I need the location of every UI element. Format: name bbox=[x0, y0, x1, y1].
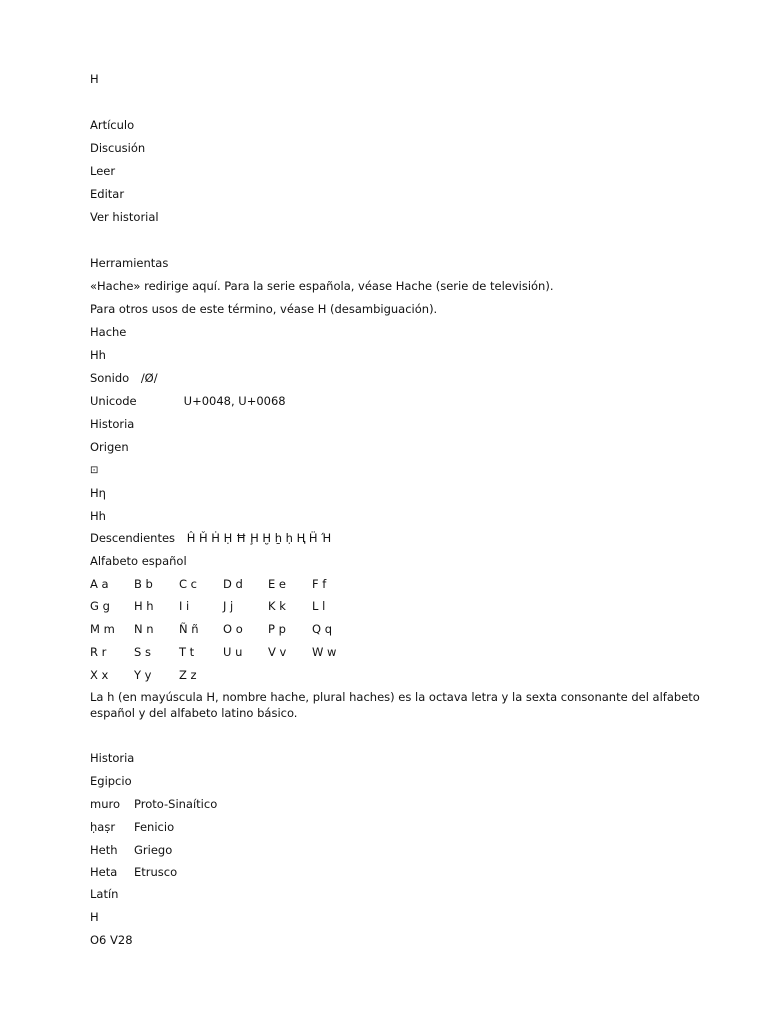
history-egyptian: Egipcio bbox=[90, 774, 132, 788]
descendants-value: Ĥ Ȟ Ḣ Ḥ Ħ Ḩ Ḫ ẖ ḥ Ⱨ Ḧ Ή bbox=[186, 531, 332, 545]
history-cell[interactable]: Griego bbox=[134, 843, 173, 857]
intro-paragraph: La h (en mayúscula H, nombre hache, plural haches) es la octava letra y la sexta consonante del alfabeto español y del alfabeto latino básico. bbox=[90, 690, 700, 720]
page-title: H bbox=[90, 72, 99, 86]
alphabet-cell[interactable]: H h bbox=[134, 599, 154, 613]
alphabet-cell[interactable]: Y y bbox=[134, 668, 152, 682]
history-latin[interactable]: Latín bbox=[90, 887, 119, 901]
alphabet-cell[interactable]: D d bbox=[223, 577, 243, 591]
nav-history[interactable]: Ver historial bbox=[90, 210, 159, 224]
history-cell[interactable]: Etrusco bbox=[134, 865, 178, 879]
infobox-unicode bbox=[90, 394, 286, 409]
alphabet-label: Alfabeto español bbox=[90, 554, 187, 568]
alphabet-cell[interactable]: Q q bbox=[312, 622, 333, 636]
origin-glyph-2: Hh bbox=[90, 509, 106, 523]
alphabet-cell[interactable]: V v bbox=[268, 645, 287, 659]
alphabet-cell[interactable]: T t bbox=[179, 645, 195, 659]
redirect-note: «Hache» redirige aquí. Para la serie española, véase Hache (serie de televisión). bbox=[90, 279, 554, 293]
alphabet-cell[interactable]: E e bbox=[268, 577, 286, 591]
infobox-descendants bbox=[90, 531, 331, 546]
alphabet-cell[interactable]: F f bbox=[312, 577, 327, 591]
history-cell: muro bbox=[90, 797, 121, 811]
unicode-value: U+0048, U+0068 bbox=[183, 394, 286, 408]
history-cell: Heth bbox=[90, 843, 118, 857]
history-cell[interactable]: Fenicio bbox=[134, 820, 175, 834]
alphabet-cell[interactable]: J j bbox=[223, 599, 234, 613]
alphabet-cell[interactable]: Ñ ñ bbox=[179, 622, 199, 636]
alphabet-cell[interactable]: Z z bbox=[179, 668, 197, 682]
infobox-name: Hache bbox=[90, 325, 127, 339]
alphabet-cell[interactable]: B b bbox=[134, 577, 153, 591]
descendants-label: Descendientes bbox=[90, 531, 176, 545]
infobox-glyphs: Hh bbox=[90, 348, 106, 362]
nav-read[interactable]: Leer bbox=[90, 164, 116, 178]
alphabet-cell[interactable]: R r bbox=[90, 645, 107, 659]
history-h: H bbox=[90, 910, 99, 924]
alphabet-cell[interactable]: X x bbox=[90, 668, 109, 682]
nav-article[interactable]: Artículo bbox=[90, 118, 135, 132]
alphabet-cell[interactable]: G g bbox=[90, 599, 110, 613]
tools-menu[interactable]: Herramientas bbox=[90, 256, 169, 270]
alphabet-cell[interactable]: P p bbox=[268, 622, 286, 636]
nav-discussion[interactable]: Discusión bbox=[90, 141, 146, 155]
alphabet-cell[interactable]: U u bbox=[223, 645, 243, 659]
disambiguation-note: Para otros usos de este término, véase H (desambiguación). bbox=[90, 302, 438, 316]
sound-value: /Ø/ bbox=[140, 371, 158, 385]
alphabet-cell[interactable]: M m bbox=[90, 622, 115, 636]
nav-edit[interactable]: Editar bbox=[90, 187, 125, 201]
sound-label: Sonido bbox=[90, 371, 130, 385]
alphabet-cell[interactable]: N n bbox=[134, 622, 154, 636]
history-hieroglyph-code: O6 V28 bbox=[90, 933, 133, 947]
history-cell[interactable]: Proto-Sinaítico bbox=[134, 797, 218, 811]
alphabet-cell[interactable]: L l bbox=[312, 599, 326, 613]
alphabet-cell[interactable]: C c bbox=[179, 577, 198, 591]
origin-glyph-1: Hη bbox=[90, 486, 106, 500]
alphabet-cell[interactable]: K k bbox=[268, 599, 286, 613]
history-heading: Historia bbox=[90, 751, 135, 765]
infobox-sound bbox=[90, 371, 158, 386]
history-cell: Heta bbox=[90, 865, 118, 879]
unicode-label: Unicode bbox=[90, 394, 137, 408]
image-placeholder-icon: ⊡ bbox=[90, 465, 99, 476]
infobox-history-label: Historia bbox=[90, 417, 135, 431]
alphabet-cell[interactable]: I i bbox=[179, 599, 190, 613]
alphabet-cell[interactable]: A a bbox=[90, 577, 109, 591]
alphabet-cell[interactable]: W w bbox=[312, 645, 337, 659]
history-cell: ḥaṣr bbox=[90, 820, 116, 834]
infobox-origin-label: Origen bbox=[90, 440, 129, 454]
alphabet-cell[interactable]: S s bbox=[134, 645, 151, 659]
alphabet-cell[interactable]: O o bbox=[223, 622, 243, 636]
